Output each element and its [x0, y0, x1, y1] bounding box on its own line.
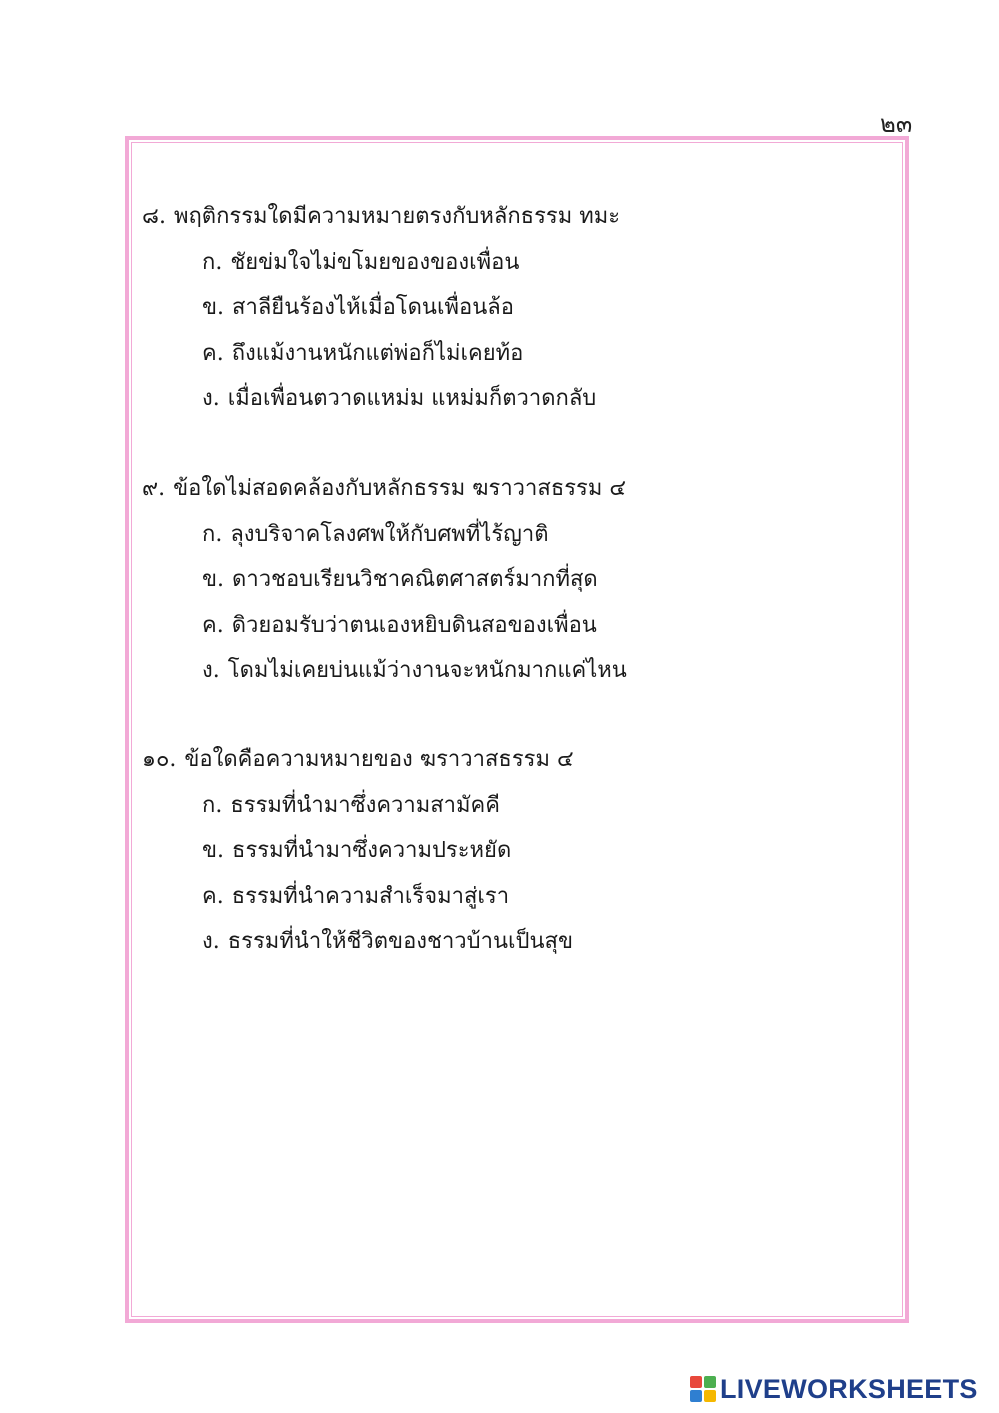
option-c[interactable] — [142, 603, 882, 649]
question-8 — [142, 194, 882, 422]
option-a[interactable] — [142, 783, 882, 829]
question-text: พฤติกรรมใดมีความหมายตรงกับหลักธรรม ทมะ — [173, 204, 621, 229]
option-b[interactable] — [142, 557, 882, 603]
option-letter: ง. — [202, 658, 220, 683]
option-text: ลุงบริจาคโลงศพให้กับศพที่ไร้ญาติ — [230, 521, 549, 547]
option-a[interactable] — [142, 240, 882, 286]
option-letter: ก. — [202, 249, 223, 275]
option-text: โดมไม่เคยบ่นแม้ว่างานจะหนักมากแค่ไหน — [227, 658, 627, 683]
question-10 — [142, 737, 882, 965]
question-number: ๘. — [142, 204, 166, 229]
option-letter: ค. — [202, 883, 224, 909]
logo-square-yellow — [704, 1390, 716, 1402]
question-stem — [142, 737, 882, 783]
option-text: ดาวชอบเรียนวิชาคณิตศาสตร์มากที่สุด — [232, 567, 598, 592]
option-letter: ง. — [202, 386, 220, 411]
page-number: ๒๓ — [880, 110, 913, 138]
option-letter: ข. — [202, 567, 225, 592]
option-letter: ข. — [202, 295, 225, 320]
option-text: สาลียืนร้องไห้เมื่อโดนเพื่อนล้อ — [232, 295, 514, 320]
question-stem — [142, 466, 882, 512]
option-letter: ก. — [202, 521, 223, 547]
liveworksheets-logo-icon — [690, 1376, 716, 1402]
option-letter: ข. — [202, 838, 225, 863]
question-number: ๙. — [142, 476, 166, 501]
option-letter: ค. — [202, 612, 224, 638]
option-letter: ค. — [202, 340, 224, 366]
option-a[interactable] — [142, 512, 882, 558]
option-text: ธรรมที่นำมาซึ่งความประหยัด — [232, 838, 512, 863]
question-stem — [142, 194, 882, 240]
option-text: ถึงแม้งานหนักแต่พ่อก็ไม่เคยท้อ — [231, 340, 524, 366]
question-9 — [142, 466, 882, 694]
option-text: ธรรมที่นำให้ชีวิตของชาวบ้านเป็นสุข — [227, 929, 574, 954]
option-b[interactable] — [142, 828, 882, 874]
question-text: ข้อใดคือความหมายของ ฆราวาสธรรม ๔ — [184, 747, 574, 772]
option-c[interactable] — [142, 874, 882, 920]
option-d[interactable] — [142, 919, 882, 965]
logo-square-blue — [690, 1390, 702, 1402]
option-d[interactable] — [142, 376, 882, 422]
logo-text: LIVEWORKSHEETS — [720, 1373, 978, 1404]
option-text: เมื่อเพื่อนตวาดแหม่ม แหม่มก็ตวาดกลับ — [227, 386, 597, 411]
option-b[interactable] — [142, 285, 882, 331]
option-d[interactable] — [142, 648, 882, 694]
option-c[interactable] — [142, 331, 882, 377]
option-letter: ก. — [202, 792, 223, 818]
option-text: ดิวยอมรับว่าตนเองหยิบดินสอของเพื่อน — [231, 612, 597, 638]
logo-square-red — [690, 1376, 702, 1388]
option-letter: ง. — [202, 929, 220, 954]
question-text: ข้อใดไม่สอดคล้องกับหลักธรรม ฆราวาสธรรม ๔ — [173, 476, 627, 501]
liveworksheets-logo[interactable] — [690, 1372, 990, 1406]
logo-square-green — [704, 1376, 716, 1388]
question-number: ๑๐. — [142, 747, 177, 772]
option-text: ธรรมที่นำความสำเร็จมาสู่เรา — [231, 883, 510, 909]
option-text: ธรรมที่นำมาซึ่งความสามัคคี — [230, 792, 500, 818]
option-text: ชัยข่มใจไม่ขโมยของของเพื่อน — [230, 249, 520, 275]
